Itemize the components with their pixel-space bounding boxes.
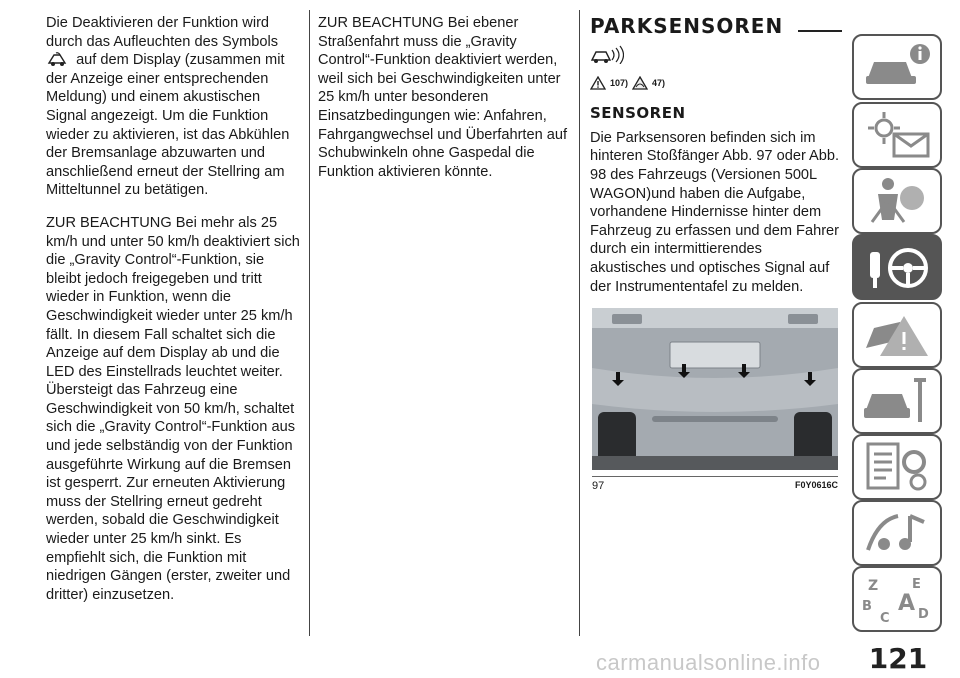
column-middle: [318, 14, 572, 195]
technical-data-icon: [860, 440, 936, 494]
chapter-tab-multimedia[interactable]: [852, 500, 942, 566]
alphabet-index-icon: [860, 572, 936, 626]
chapter-tab-safety[interactable]: [852, 168, 942, 234]
figure-rear-bumper-photo: [592, 308, 838, 470]
figure-code: F0Y0616C: [794, 480, 838, 490]
reference-warning: 107): [610, 77, 629, 88]
svg-text:E: E: [912, 577, 921, 592]
reference-caution: 47): [652, 77, 666, 88]
page-number: 121: [868, 642, 928, 675]
chapter-tab-starting-driving[interactable]: [852, 234, 942, 300]
chapter-tab-index[interactable]: [852, 566, 942, 632]
figure-caption: [592, 476, 838, 494]
svg-text:B: B: [862, 599, 872, 614]
car-info-icon: [860, 40, 936, 94]
chapter-tab-dashboard[interactable]: [852, 102, 942, 168]
gravity-control-icon: [46, 51, 72, 67]
svg-text:Z: Z: [868, 578, 879, 594]
paragraph-note-flat-road: ZUR BEACHTUNG Bei ebener Straßenfahrt muss die „Gravity Control“-Funktion deaktiviert werden, weil sich bei Geschwindigkeiten unter 25 km/h unter besonderen Einsatzbedingungen wie: Anfahren, Fahrgangwechsel und Überfahrten auf Schubwinkeln ohne Gaspedal die Funktion aktivieren könnte.: [318, 15, 568, 180]
parking-sensor-icon: [590, 44, 624, 64]
paragraph-note-speed: ZUR BEACHTUNG Bei mehr als 25 km/h und unter 50 km/h deaktiviert sich die „Gravity Control“-Funktion, sie bleibt jedoch freigegeben und tritt wieder in Funktion, wenn die Geschwindigkeit wieder unter 25 km/h fällt. In diesem Fall schaltet sich die Anzeige auf dem Display ab und die LED des Einstellrads leuchtet weiter. Übersteigt das Fahrzeug eine Geschwindigkeit von 50 km/h, schaltet sich die „Gravity Control“-Funktion aus und jede selbständig von der Funktion ausgeführte Wirkung auf die Bremsen ist gesperrt. Zur erneuten Aktivierung muss der Stellring erneut gedreht werden, sobald die Geschwindigkeit wieder unter 25 km/h sinkt. Es empfiehlt sich, die Funktion mit niedrigen Gängen (erster, zweiter und dritter) einzusetzen.: [46, 214, 300, 603]
section-title: PARKSENSOREN: [590, 14, 840, 44]
car-accident-icon: [860, 308, 936, 362]
multimedia-icon: [860, 506, 936, 560]
chapter-tab-vehicle-info[interactable]: [852, 34, 942, 100]
column-divider: [309, 10, 310, 636]
rear-bumper-illustration: [592, 308, 838, 470]
svg-text:C: C: [880, 611, 890, 626]
chapter-tab-technical-data[interactable]: [852, 434, 942, 500]
paragraph-sensors: Die Parksensoren befinden sich im hinteren Stoßfänger Abb. 97 oder Abb. 98 des Fahrzeugs (Versionen 500L WAGON)und haben die Aufgabe, vorhandene Hindernisse hinter dem Fahrzeug zu erfassen und dem Fahrer durch ein intermittierendes akustisches und optisches Signal auf der Instrumententafel zu melden.: [590, 129, 840, 295]
subsection-title: SENSOREN: [590, 104, 686, 123]
svg-text:D: D: [918, 607, 929, 622]
key-steering-wheel-icon: [860, 240, 936, 294]
title-rule: [798, 30, 842, 32]
warning-lights-icon: [860, 108, 936, 162]
reference-row: [590, 74, 840, 93]
chapter-tab-maintenance[interactable]: [852, 368, 942, 434]
column-left: [46, 14, 302, 618]
chapter-tab-emergency[interactable]: [852, 302, 942, 368]
column-divider: [579, 10, 580, 636]
warning-triangle-icon: [590, 76, 606, 90]
svg-text:A: A: [898, 591, 916, 616]
column-right: [590, 14, 840, 310]
watermark: carmanualsonline.info: [596, 650, 821, 675]
airbag-safety-icon: [860, 174, 936, 228]
paragraph-deactivation: Die Deaktivieren der Funktion wird durch das Aufleuchten des Symbols auf dem Display (zusammen mit der Anzeige einer entsprechenden Meldung) und einem akustischen Signal angezeigt. Um die Funktion wieder zu aktivieren, ist das Abkühlen der Bremsanlage abzuwarten und anschließend erneut der Stellring am Mitteltunnel zu betätigen.: [46, 15, 290, 199]
car-service-icon: [860, 374, 936, 428]
figure-number: 97: [592, 480, 605, 492]
caution-triangle-icon: [632, 76, 648, 90]
